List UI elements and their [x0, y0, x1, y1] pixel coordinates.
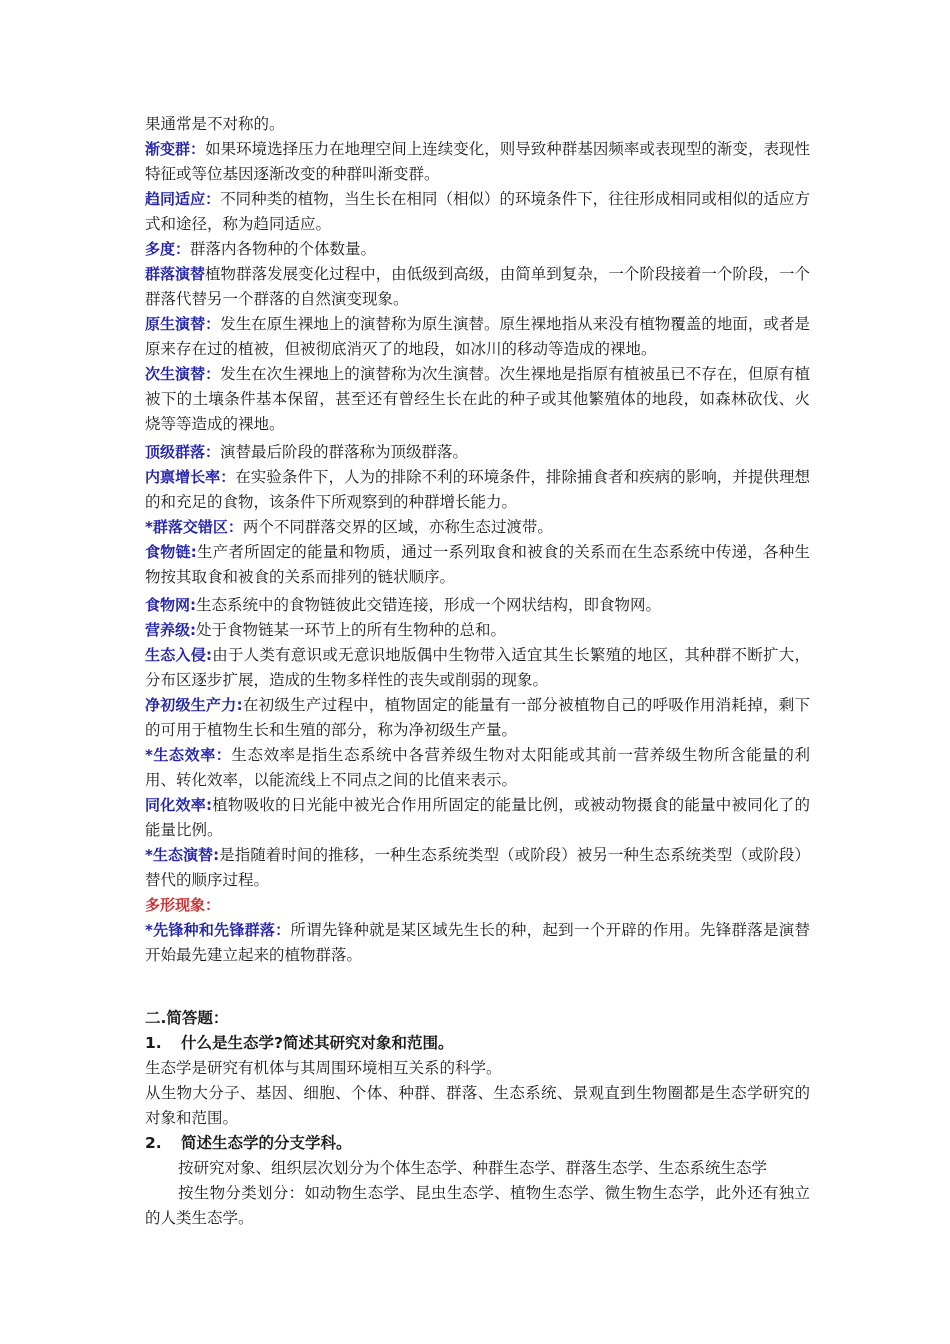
term-separator: : — [205, 646, 212, 664]
term-definition: 生产者所固定的能量和物质，通过一系列取食和被食的关系而在生态系统中传递，各种生物按其取食和被食的关系而排列的链状顺序。 — [145, 543, 810, 586]
term-definition: 不同种类的植物，当生长在相同（相似）的环境条件下，往往形成相同或相似的适应方式和途径，称为趋同适应。 — [145, 190, 810, 233]
question-title — [145, 1031, 810, 1056]
glossary-entry — [145, 693, 810, 743]
term-label: 营养级 — [145, 621, 191, 639]
term-label: 同化效率 — [145, 796, 206, 814]
term-definition: 群落内各物种的个体数量。 — [190, 240, 377, 258]
intro-tail: 果通常是不对称的。 — [145, 115, 285, 133]
term-definition: 由于人类有意识或无意识地版偶中生物带入适宜其生长繁殖的地区，其种群不断扩大，分布区逐步扩展，造成的生物多样性的丧失或削弱的现象。 — [145, 646, 810, 689]
term-label: 趋同适应 — [145, 190, 206, 208]
glossary-entry — [145, 743, 810, 793]
term-separator: ： — [175, 240, 191, 258]
glossary-entry — [145, 540, 810, 590]
term-separator: ： — [275, 921, 291, 939]
answer-paragraph: 按生物分类划分：如动物生态学、昆虫生态学、植物生态学、微生物生态学，此外还有独立的人类生态学。 — [145, 1184, 810, 1227]
term-definition: 如果环境选择压力在地理空间上连续变化，则导致种群基因频率或表现型的渐变，表现性特征或等位基因逐渐改变的种群叫渐变群。 — [145, 140, 810, 183]
term-separator: ： — [205, 896, 221, 914]
glossary-entry — [145, 918, 810, 968]
glossary-entry — [145, 593, 810, 618]
term-separator: : — [236, 696, 243, 714]
term-label: 多度 — [145, 240, 176, 258]
term-label: 顶级群落 — [145, 443, 206, 461]
term-definition: 生态效率是指生态系统中各营养级生物对太阳能或其前一营养级生物所含能量的利用、转化效率，以能流线上不同点之间的比值来表示。 — [145, 746, 810, 789]
section-title: 二.简答题： — [145, 1009, 229, 1027]
glossary-entry — [145, 440, 810, 465]
term-separator: ： — [215, 746, 232, 764]
term-label: 食物链 — [145, 543, 191, 561]
glossary-entry — [145, 843, 810, 893]
term-label: *群落交错区 — [145, 518, 228, 536]
glossary-entry — [145, 893, 810, 918]
glossary-list — [145, 137, 810, 968]
question-title — [145, 1131, 810, 1156]
term-label: 净初级生产力 — [145, 696, 237, 714]
term-label: 渐变群 — [145, 140, 191, 158]
glossary-entry — [145, 618, 810, 643]
term-separator: ： — [190, 140, 206, 158]
term-label: 生态入侵 — [145, 646, 206, 664]
term-label: 原生演替 — [145, 315, 206, 333]
term-definition: 在实验条件下，人为的排除不利的环境条件，排除捕食者和疾病的影响，并提供理想的和充足的食物，该条件下所观察到的种群增长能力。 — [145, 468, 810, 511]
term-separator: ： — [227, 518, 243, 536]
term-definition: 所谓先锋种就是某区域先生长的种，起到一个开辟的作用。先锋群落是演替开始最先建立起来的植物群落。 — [145, 921, 810, 964]
answer-paragraph: 生态学是研究有机体与其周围环境相互关系的科学。 — [145, 1059, 502, 1077]
term-separator: : — [190, 543, 197, 561]
term-definition: 生态系统中的食物链彼此交错连接，形成一个网状结构，即食物网。 — [196, 596, 662, 614]
question-number: 1. — [145, 1034, 162, 1052]
term-separator: : — [205, 796, 212, 814]
term-definition: 植物吸收的日光能中被光合作用所固定的能量比例，或被动物摄食的能量中被同化了的能量比例。 — [145, 796, 810, 839]
glossary-entry — [145, 187, 810, 237]
term-label: *生态效率 — [145, 746, 216, 764]
glossary-entry — [145, 237, 810, 262]
term-label: 内禀增长率 — [145, 468, 221, 486]
term-definition: 发生在原生裸地上的演替称为原生演替。原生裸地指从来没有植物覆盖的地面，或者是原来存在过的植被，但被彻底消灭了的地段，如冰川的移动等造成的裸地。 — [145, 315, 810, 358]
glossary-entry — [145, 793, 810, 843]
document-content — [145, 112, 810, 1231]
glossary-entry — [145, 262, 810, 312]
term-separator: : — [190, 621, 197, 639]
term-definition: 植物群落发展变化过程中，由低级到高级，由简单到复杂，一个阶段接着一个阶段，一个群落代替另一个群落的自然演变现象。 — [145, 265, 810, 308]
term-definition: 处于食物链某一环节上的所有生物种的总和。 — [196, 621, 507, 639]
question-text: 什么是生态学?简述其研究对象和范围。 — [181, 1034, 454, 1052]
term-label: 群落演替 — [145, 265, 206, 283]
term-separator: ： — [205, 365, 221, 383]
term-definition: 发生在次生裸地上的演替称为次生演替。次生裸地是指原有植被虽已不存在，但原有植被下的土壤条件基本保留，甚至还有曾经生长在此的种子或其他繁殖体的地段，如森林砍伐、火烧等等造成的裸地。 — [145, 365, 810, 433]
glossary-entry — [145, 312, 810, 362]
term-separator: : — [190, 596, 197, 614]
glossary-entry — [145, 137, 810, 187]
glossary-entry — [145, 643, 810, 693]
term-separator: : — [213, 846, 220, 864]
term-separator: ： — [205, 443, 221, 461]
glossary-entry — [145, 362, 810, 437]
term-separator: ： — [205, 315, 221, 333]
answer-paragraph: 按研究对象、组织层次划分为个体生态学、种群生态学、群落生态学、生态系统生态学 — [178, 1159, 768, 1177]
term-definition: 演替最后阶段的群落称为顶级群落。 — [220, 443, 469, 461]
term-definition: 两个不同群落交界的区域，亦称生态过渡带。 — [242, 518, 553, 536]
term-separator: ： — [220, 468, 236, 486]
term-definition: 是指随着时间的推移，一种生态系统类型（或阶段）被另一种生态系统类型（或阶段）替代的顺序过程。 — [145, 846, 810, 889]
glossary-entry — [145, 465, 810, 515]
glossary-entry — [145, 515, 810, 540]
term-definition: 在初级生产过程中，植物固定的能量有一部分被植物自己的呼吸作用消耗掉，剩下的可用于植物生长和生殖的部分，称为净初级生产量。 — [145, 696, 810, 739]
term-label: 多形现象 — [145, 896, 206, 914]
term-label: *生态演替 — [145, 846, 214, 864]
term-separator: ： — [205, 190, 221, 208]
answer-paragraph: 从生物大分子、基因、细胞、个体、种群、群落、生态系统、景观直到生物圈都是生态学研究的对象和范围。 — [145, 1084, 810, 1127]
term-label: 次生演替 — [145, 365, 206, 383]
term-label: 食物网 — [145, 596, 191, 614]
question-number: 2. — [145, 1134, 162, 1152]
term-label: *先锋种和先锋群落 — [145, 921, 276, 939]
question-text: 简述生态学的分支学科。 — [181, 1134, 352, 1152]
